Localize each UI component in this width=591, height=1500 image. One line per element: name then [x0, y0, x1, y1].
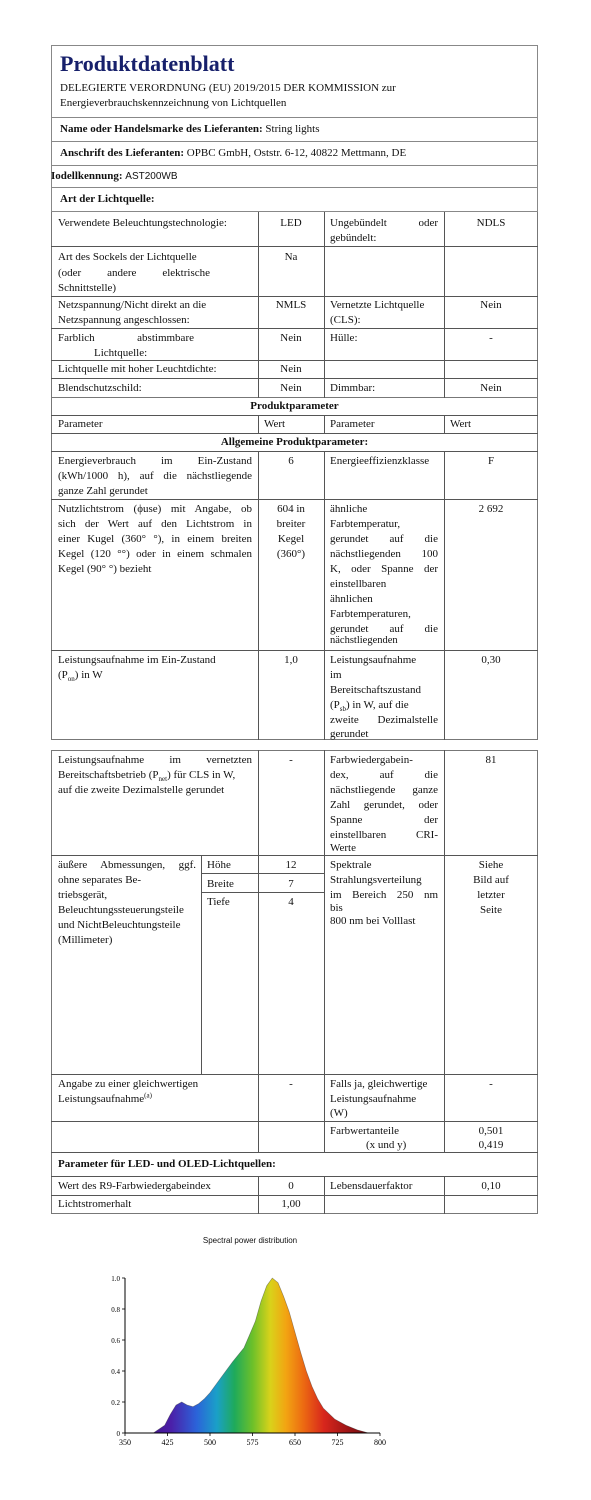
model-identifier [51, 169, 178, 184]
chart-title: Spectral power distribution [202, 1236, 298, 1245]
anti-glare-label: Blendschutzschild: [58, 382, 142, 394]
cct-label-1: ähnliche [330, 503, 368, 515]
regulation-line-1: DELEGIERTE VERORDNUNG (EU) 2019/2015 DER KOMMISSION zur [60, 82, 396, 94]
networked-value: - [289, 754, 293, 766]
width-value: 7 [288, 878, 294, 890]
x-tick-label: 425 [161, 1438, 174, 1447]
anti-glare-value: Nein [280, 382, 302, 394]
spectral-label-1: Spektrale [330, 859, 372, 871]
standby-label-6: gerundet [330, 728, 369, 740]
y-tick-label: 0.4 [111, 1368, 120, 1376]
cri-label-7: Werte [330, 842, 356, 854]
y-tick-label: 0 [116, 1430, 120, 1438]
spectrum-area [125, 1278, 369, 1433]
standby-value: 0,30 [481, 654, 501, 666]
cct-label-3: gerundet auf die [330, 533, 438, 545]
x-tick-label: 350 [119, 1438, 131, 1447]
high-luminance-label: Lichtquelle mit hoher Leuchtdichte: [58, 363, 217, 375]
spectral-value-3: letzter [477, 889, 505, 901]
power-on-suffix: ) in W [74, 669, 103, 681]
x-tick-label: 725 [331, 1438, 344, 1447]
power-on-label-1: Leistungsaufnahme im Ein-Zustand [58, 654, 216, 666]
equiv-label-1: Angabe zu einer gleichwertigen [58, 1078, 199, 1090]
cct-label-9: gerundet auf die [330, 623, 438, 635]
focus-label: Ungebündelt oder gebündelt: [330, 217, 438, 244]
chart-plot-area [111, 1275, 386, 1447]
energy-label-3: ganze Zahl gerundet [58, 485, 148, 497]
cct-label-5: K, oder Spanne der [330, 563, 438, 575]
dims-label-3: triebsgerät, [58, 889, 108, 901]
tech-value: LED [280, 217, 302, 229]
efficiency-label: Energieeffizienzklasse [330, 455, 430, 467]
general-params-heading: Allgemeine Produktparameter: [220, 436, 369, 448]
spectral-value-4: Seite [480, 904, 502, 916]
chroma-label-2: (x und y) [366, 1139, 407, 1151]
cri-label-3: nächstliegende ganze [330, 784, 438, 796]
energy-value: 6 [288, 455, 294, 467]
equiv-footnote-mark: (a) [144, 1091, 152, 1100]
height-label: Höhe [207, 859, 231, 871]
x-tick-label: 575 [246, 1438, 259, 1447]
equiv-power-value: - [489, 1078, 493, 1090]
standby-label-1: Leistungsaufnahme [330, 654, 417, 666]
socket-label-1: Art des Sockels der Lichtquelle [58, 251, 197, 263]
regulation-line-2: Energieverbrauchskennzeichnung von Lichtquellen [60, 97, 287, 109]
power-on-value: 1,0 [284, 654, 298, 666]
envelope-label: Hülle: [330, 332, 358, 344]
flux-label-3: einer Kugel (360° °), in einem breiten [58, 533, 252, 545]
networked-subscript: net [158, 775, 168, 784]
chroma-y-value: 0,419 [478, 1139, 504, 1151]
spectral-value-2: Bild auf [473, 874, 509, 886]
cct-label-7: ähnlichen [330, 593, 373, 605]
x-tick-label: 800 [374, 1438, 386, 1447]
cct-label-6: einstellbaren [330, 578, 387, 590]
dims-label-6: (Millimeter) [58, 934, 113, 946]
standby-label-2: im [330, 669, 342, 681]
standby-label-5: zweite Dezimalstelle [330, 714, 438, 726]
energy-label-2: (kWh/1000 h), auf die nächstliegende [58, 470, 252, 482]
networked-label-3: auf die zweite Dezimalstelle gerundet [58, 784, 225, 796]
supplier-address [60, 146, 406, 161]
mains-value: NMLS [275, 299, 307, 311]
spectral-label-2: Strahlungsverteilung [330, 874, 422, 886]
height-value: 12 [285, 859, 297, 871]
y-tick-label: 0.6 [111, 1337, 120, 1345]
cct-value: 2 692 [478, 503, 504, 515]
standby-subscript: sb [339, 705, 347, 714]
standby-label-3: Bereitschaftszustand [330, 684, 422, 696]
spectral-label-3: im Bereich 250 nm [330, 889, 438, 901]
model-value: AST200WB [125, 171, 178, 182]
standby-label-4 [330, 698, 409, 713]
flux-value-2: breiter [276, 518, 306, 530]
focus-value: NDLS [476, 217, 506, 229]
flux-label-4: Kegel (120 °°) oder in einem schmalen [58, 548, 252, 560]
equiv-value: - [289, 1078, 293, 1090]
spectral-value-1: Siehe [478, 859, 504, 871]
equiv-power-label-3: (W) [330, 1107, 348, 1119]
chroma-label-1: Farbwertanteile [330, 1125, 400, 1137]
supplier-address-label: Anschrift des Lieferanten: [60, 147, 185, 159]
equiv-power-label-1: Falls ja, gleichwertige [330, 1078, 428, 1090]
flux-label-2: sich der Wert auf den Lichtstrom in [58, 518, 252, 530]
x-tick-label: 500 [204, 1438, 216, 1447]
connected-label: Vernetzte Lichtquelle (CLS): [330, 299, 425, 326]
width-label: Breite [207, 878, 234, 890]
x-tick-label: 650 [289, 1438, 301, 1447]
flux-value-1: 604 in [277, 503, 305, 515]
model-label: Iodellkennung: [51, 170, 123, 182]
supplier-name-label: Name oder Handelsmarke des Lieferanten: [60, 123, 263, 135]
cri-label-5: Spanne der [330, 814, 438, 826]
dims-label-1: äußere Abmessungen, ggf. [58, 859, 196, 871]
survival-label: Lebensdauerfaktor [330, 1180, 413, 1192]
col-header-param: Parameter [58, 418, 103, 430]
dimmable-value: Nein [480, 382, 502, 394]
col-header-value: Wert [264, 418, 286, 430]
page-title: Produktdatenblatt [60, 51, 235, 76]
power-on-subscript: on [67, 675, 75, 684]
high-luminance-value: Nein [280, 363, 302, 375]
dimmable-label: Dimmbar: [330, 382, 376, 394]
spectral-label-5: 800 nm bei Volllast [330, 915, 416, 927]
supplier-address-value: OPBC GmbH, Oststr. 6-12, 40822 Mettmann, DE [186, 147, 407, 159]
connected-value: Nein [480, 299, 502, 311]
dims-label-2: ohne separates Be- [58, 874, 142, 886]
equiv-power-label-2: Leistungsaufnahme [330, 1093, 417, 1105]
equiv-label-2 [58, 1092, 152, 1107]
dims-label-5: und NichtBeleuchtungsteile [58, 919, 181, 931]
dims-label-4: Beleuchtungssteuerungsteile [58, 904, 184, 916]
y-tick-label: 0.8 [111, 1306, 120, 1314]
cri-value: 81 [485, 754, 497, 766]
led-params-heading: Parameter für LED- und OLED-Lichtquellen: [58, 1158, 276, 1170]
socket-label-3: Schnittstelle) [58, 282, 117, 294]
energy-label-1: Energieverbrauch im Ein-Zustand [58, 455, 252, 467]
socket-value: Na [284, 251, 298, 263]
mains-label: Netzspannung/Nicht direkt an die Netzspannung angeschlossen: [58, 299, 207, 326]
depth-label: Tiefe [207, 896, 230, 908]
efficiency-value: F [487, 455, 495, 467]
cri-label-1: Farbwiedergabein- [330, 754, 413, 766]
power-on-prefix: (P [58, 669, 68, 681]
networked-prefix: Bereitschaftsbetrieb (P [58, 769, 159, 781]
supplier-name-value: String lights [265, 123, 320, 135]
y-tick-label: 1.0 [111, 1275, 120, 1283]
cct-label-10: nächstliegenden [330, 635, 398, 646]
networked-label-1: Leistungsaufnahme im vernetzten [58, 754, 252, 766]
color-tunable-value: Nein [280, 332, 302, 344]
networked-suffix: ) für CLS in W, [167, 769, 236, 781]
cri-label-4: Zahl gerundet, oder [330, 799, 438, 811]
light-source-heading: Art der Lichtquelle: [60, 193, 155, 205]
product-params-heading: Produktparameter [250, 400, 339, 412]
chroma-x-value: 0,501 [478, 1125, 504, 1137]
cct-label-8: Farbtemperaturen, [330, 608, 411, 620]
equiv-label-text: Leistungsaufnahme [58, 1093, 145, 1105]
flux-label-1: Nutzlichtstrom (ϕuse) mit Angabe, ob [58, 503, 252, 515]
lumen-maintenance-label: Lichtstromerhalt [58, 1198, 132, 1210]
y-tick-label: 0.2 [111, 1399, 120, 1407]
col-header-param-2: Parameter [330, 418, 375, 430]
cri-label-2: dex, auf die [330, 769, 438, 781]
envelope-value: - [489, 332, 493, 344]
standby-prefix: (P [330, 699, 340, 711]
cct-label-4: nächstliegenden 100 [330, 548, 438, 560]
networked-label-2 [58, 768, 235, 783]
socket-label-2: (oder andere elektrische [58, 267, 210, 279]
supplier-name [60, 122, 320, 137]
flux-label-5: Kegel (90° °) bezieht [58, 563, 152, 575]
color-tunable-label-2: Lichtquelle: [94, 347, 148, 359]
flux-value-4: (360°) [276, 548, 306, 560]
cct-label-2: Farbtemperatur, [330, 518, 401, 530]
spectral-label-4: bis [330, 902, 343, 914]
r9-value: 0 [288, 1180, 294, 1192]
lumen-maintenance-value: 1,00 [281, 1198, 301, 1210]
standby-suffix: ) in W, auf die [346, 699, 409, 711]
spectral-chart [0, 1260, 591, 1480]
survival-value: 0,10 [481, 1180, 501, 1192]
flux-value-3: Kegel [277, 533, 305, 545]
depth-value: 4 [288, 896, 294, 908]
power-on-label-2 [58, 668, 103, 683]
col-header-value-2: Wert [450, 418, 472, 430]
cri-label-6: einstellbaren CRI- [330, 829, 438, 841]
color-tunable-label-1: Farblich abstimmbare [58, 332, 194, 344]
r9-label: Wert des R9-Farbwiedergabeindex [58, 1180, 211, 1192]
tech-label: Verwendete Beleuchtungstechnologie: [58, 217, 227, 229]
